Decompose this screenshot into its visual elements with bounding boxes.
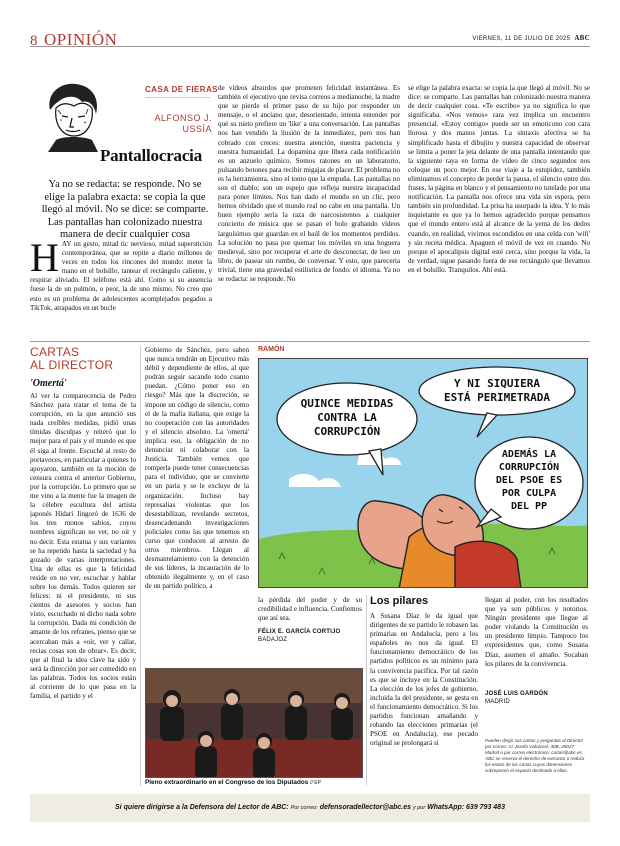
- bubble2-line2: ESTÁ PERIMETRADA: [444, 391, 550, 404]
- brand-logo: ABC: [574, 34, 590, 42]
- column-divider: [366, 595, 367, 785]
- bubble3-line4: POR CULPA: [501, 488, 557, 499]
- bubble3-line2: CORRUPCIÓN: [498, 462, 560, 473]
- letter-omerta-col1: Al ver la comparecencia de Pedro Sánchez para tratar el tema de la corrupción, en la que anunció sus nada creíbles medidas, pidió unas tímidas disculpas y reiteró que lo mejor para el país y el mundo es que él siga al frente. Escuché al resto de portavoces, en particular a quienes lo apoyaron, también en la moción de censura contra el anterior Gobierno, por la corrupción. Lo primero que se me vino a la mente fue la imagen de la célebre escultura del artista japonés Hidari Jingoró de 1636 de los tres monos sabios, cuyos nombres significan no ver, no oír y no decir. Esta estatua y sus variantes se ha repetido hasta la saciedad y ha gozado de varias interpretaciones. Una de ellas es que la felicidad reside en no ver, escuchar y hablar sobre los demás. Todos quieren ser felices: ni el presidente, ni sus cientos de asesores y socios han visto, escuchado ni dicho nada sobre la corrupción. Dada mi condición de amante de los refranes, pienso que se acercaban más a «oír, ver y callar, recias cosas son de obrar». Es decir, que al final la idea clave ha sido y será la dirección por ser comedido en las palabras. Todos los socios están al corriente de lo que pasa en la familia, el partido y el: [30, 392, 136, 701]
- letter-omerta-col3: la pérdida del poder y de su credibilidad e influencia. Confiemos que así sea.: [258, 596, 362, 623]
- author-first-name: ALFONSO J.: [154, 113, 212, 123]
- bubble1-line3: CORRUPCIÓN: [313, 425, 381, 438]
- article-body-col2: de vídeos absurdos que prometen felicidad instantánea. Es también el ejecutivo que revisa correos a medianoche, la madre que se pierde el primer paso de su hijo por responder un mensaje, o el anciano que, desorientado, intenta entender por qué su nieto prefiere un 'like' a una conversación. Las pantallas nos han vendido la ilusión de la inmediatez, pero nos han cobrado con creces: nuestra atención, nuestra paciencia y nuestra humanidad. La dopamina que libera cada notificación es un anzuelo químico. Somos ratones en un laboratorio, pulsando botones para recibir migajas de placer. El problema no es la herramienta, sino el tonto que la empuña. Las pantallas no son el diablo; son un espejo que refleja nuestra incapacidad para poner límites. Nos han dado el mundo en un clic, pero hemos olvidado que el mundo real no cabe en una pantalla. Un buen ejemplo sería la raza de narcosistentes a cualquier concierto de música que se pasan el bolo grabando vídeos larguísimos que guardan en el baúl de los momentos perdidos. La solución no pasa por quemar los móviles en una hoguera medieval, sino por recuperar el arte de desconectar, de leer un libro, de pasear sin rumbo, de conversar. Y esto, que parecería trivial, tiene una gravedad estilística de fondo: el idioma. Ya no se redacta: se responde. No: [218, 84, 400, 283]
- letters-section-title: CARTAS AL DIRECTOR: [30, 345, 114, 372]
- article-body-col3: se elige la palabra exacta: se copia la que llegó al móvil. No se dice: se comparte. Las pantallas han colonizado nuestra manera de decir cualquier cosa. «Te escribo» ya no significa lo que significaba. «Nos vemos» rara vez implica un encuentro presencial. «Estoy contigo» puede ser un emoticono con cara llorosa y dos manos juntas. La sintaxis afectiva se ha simplificado hasta el dibujito y nuestra capacidad de observar se limita a poner la jeta delante de una pantalla intentando que la siguiente raya en forma de vídeo de cinco segundos nos coloque un poco mejor. En ese viaje a la estupidez, también eliminamos el concepto de perder la pausa, el silencio entre dos frases, la página en blanco y el pensamiento no tutelado por una notificación. La pantalla nos ofrece una vida sin espera, pero también sin profundidad. La prisa ha usurpado la idea. Y lo más inquietante es que ya lo hemos agradecido porque pensamos que el mundo entero está al alcance de la yema de los dedos cuando, en realidad, vivimos escondidos en una celda con 'wifi' y sin receta médica. Apaguen el móvil de vez en cuando. No porque el apocalipsis digital esté cerca, sino porque la vida, la de verdad, sigue pasando fuera de ese rectángulo que llevamos en el bolsillo. Tranquilos. Ahí está.: [408, 84, 590, 274]
- article-lead: Ya no se redacta: se responde. No se elige la palabra exacta: se copia la que llegó al móvil. No se dice: se comparte. Las pantallas han colonizado nuestra manera de decir cualquier cosa: [41, 179, 209, 240]
- letter-city: MADRID: [485, 699, 510, 705]
- cartoon-section-label: RAMÓN: [258, 346, 285, 353]
- letter-omerta-col2: Gobierno de Sánchez, pero saben que nunca tendrán un Ejecutivo más débil y dependiente de ellos, al que podrán seguir sacando todo cuanto puedan. ¿Cómo poner eso en riesgo? Más que la discreción, se impone un código de silencio, como el de la mafia italiana, que exige la no cooperación con las autoridades y el silencio absoluto. La 'omertá' implica eso, la obligación de no denunciar ni colaborar con la Justicia. También vemos que romperla puede tener consecuencias para el individuo, que se convierte en un paria y se le excluye de la organización. Incluso hay represalias violentas que los desestabilizan, revelando secretos, desencadenando investigaciones policiales como las que tenemos en curso que conducen al arresto de otros miembros. Llegan al desmantelamiento con la detención de sus líderes, la incautación de lo obtenido ilegalmente y, en el caso de un partido político, a: [145, 346, 249, 591]
- column-kicker: CASA DE FIERAS: [145, 85, 218, 94]
- reader-advocate-banner: Si quiere dirigirse a la Defensora del Lector de ABC: Por correo: defensoradellector@abc.es y por WhatsApp: 639 793 483: [30, 794, 590, 822]
- bubble1-line1: QUINCE MEDIDAS: [300, 397, 394, 410]
- bubble2-line1: Y NI SIQUIERA: [453, 377, 541, 390]
- letter-pilares-col1: A Susana Díaz le da igual que dirigentes de su partido le robasen las primarias en Andalucía, pero a los españoles no nos da igual. El funcionamiento democrático de los partidos políticos es un mínimo para la convivencia pacífica. Por tal razón es que se incluye en la Constitución. La elección de los jefes de gobierno, incluida la del presidente, se gesta en el funcionamiento democrático. Si los partidos funcionan amañando y robando las elecciones primarias (el PSOE en Andalucía), ese pecado original se prolongará si: [370, 612, 478, 748]
- author-last-name: USSÍA: [182, 124, 212, 134]
- letters-submission-note: Pueden dirigir sus cartas y preguntas al Director por correo: C/ Josefa Valcárcel, 40B, 28027 Madrid o por correo electrónico: cartas@abc.es. ABC se reserva el derecho de extractar o reducir los textos de las cartas cuyas dimensiones sobrepasen el espacio destinado a ellas.: [485, 738, 585, 773]
- section-divider: [30, 341, 590, 342]
- section-name: OPINIÓN: [44, 30, 118, 49]
- congress-photo-illustration: [146, 669, 363, 778]
- bubble3-line1: ADEMÁS LA: [501, 449, 557, 460]
- advocate-email-link[interactable]: defensoradellector@abc.es: [319, 804, 412, 811]
- letter-signature-pilares: JOSÉ LUIS GARDÓN MADRID: [485, 691, 548, 705]
- letter-pilares-col2: llegan al poder, con los resultados que ya son públicos y notorios. Ningún presidente que llegue al poder violando la Constitución es un presidente limpio. Tampoco los expresidentes que, como Susana Díaz, asumen el amaño. Socaban los pilares de la convivencia.: [485, 596, 588, 668]
- column-divider: [140, 346, 141, 786]
- cartoon-illustration: [259, 359, 588, 588]
- header-meta: [472, 34, 590, 42]
- section-header: [30, 30, 117, 50]
- issue-date: VIERNES, 11 DE JULIO DE 2025: [472, 36, 571, 42]
- author-portrait-illustration: [36, 80, 108, 152]
- bubble3-line5: DEL PP: [510, 501, 548, 512]
- page-number: 8: [30, 33, 38, 49]
- article-title: Pantallocracia: [100, 146, 203, 165]
- photo-credit: // EP: [310, 780, 321, 786]
- bubble3-line3: DEL PSOE ES: [495, 475, 563, 486]
- photo-caption: Pleno extraordinario en el Congreso de los Diputados // EP: [145, 779, 321, 786]
- header-divider: [30, 46, 590, 47]
- news-photo: [145, 668, 363, 778]
- political-cartoon: [258, 358, 588, 588]
- letter-title-omerta: 'Omertá': [30, 378, 67, 389]
- advocate-whatsapp-link[interactable]: WhatsApp: 639 793 483: [427, 804, 505, 811]
- letter-signature-omerta: FÉLIX E. GARCÍA CORTIJO BADAJOZ: [258, 629, 341, 643]
- letter-city: BADAJOZ: [258, 637, 288, 643]
- bubble1-line2: CONTRA LA: [317, 411, 377, 424]
- kicker-divider: [145, 97, 210, 98]
- dropcap: H: [30, 240, 59, 280]
- letter-title-pilares: Los pilares: [370, 595, 429, 607]
- column-author: [140, 113, 212, 135]
- article-body-col1: HAY un gesto, mitad tic nervioso, mitad superstición contemporánea, que se repite a diario millones de veces en todos los rincones del mundo: meter la mano en el bolsillo, tantear el rectángulo caliente, y respirar aliviado. El teléfono está ahí. Como si su ausencia fuese la de un pulmón, o peor, la de uno mismo. No creo que esto es un problema de adolescentes acomplejados pegados a TikTok, atrapados en un bucle: [30, 240, 212, 312]
